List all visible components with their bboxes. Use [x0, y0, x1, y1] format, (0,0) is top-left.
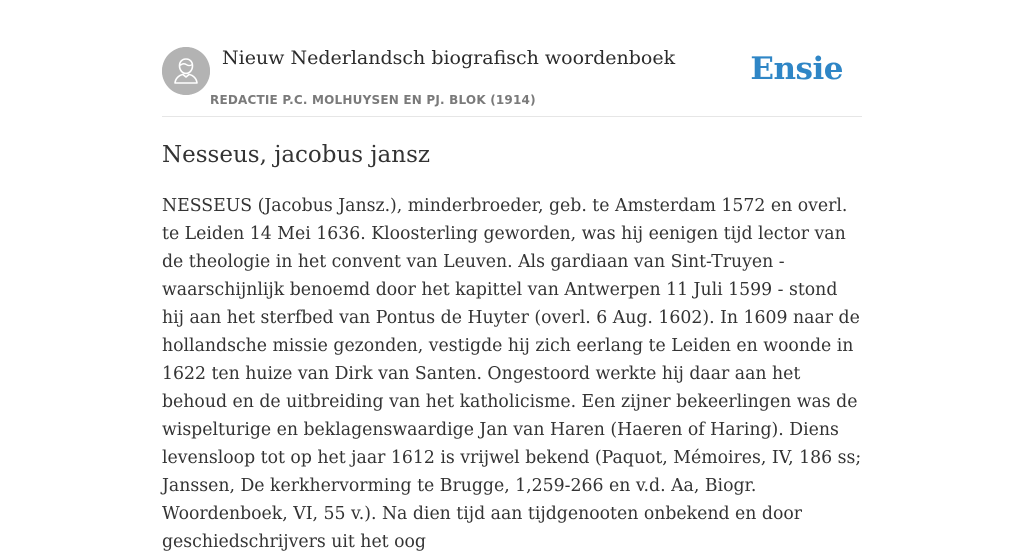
brand-logo[interactable]: Ensie — [750, 51, 843, 87]
entry-body: NESSEUS (Jacobus Jansz.), minderbroeder, geb. te Amsterdam 1572 en overl. te Leiden 14 Mei 1636. Kloosterling geworden, was hij eenigen tijd lector van de theologie in het convent van Leuven. Als gardiaan van Sint-Truyen - waarschijnlijk benoemd door het kapittel van Antwerpen 11 Juli 1599 - stond hij aan het sterfbed van Pontus de Huyter (overl. 6 Aug. 1602). In 1609 naar de hollandsche missie gezonden, vestigde hij zich eerlang te Leiden en woonde in 1622 ten huize van Dirk van Santen. Ongestoord werkte hij daar aan het behoud en de uitbreiding van het katholicisme. Een zijner bekeerlingen was de wispelturige en beklagenswaardige Jan van Haren (Haeren of Haring). Diens levensloop tot op het jaar 1612 is vrijwel bekend (Paquot, Mémoires, IV, 186 ss; Janssen, De kerkhervorming te Brugge, 1,259-266 en v.d. Aa, Biogr. Woordenboek, VI, 55 v.). Na dien tijd aan tijdgenooten onbekend en door geschiedschrijvers uit het oog — [162, 196, 862, 552]
source-header — [162, 0, 862, 117]
user-silhouette-icon[interactable] — [162, 47, 210, 95]
page-container — [162, 0, 862, 552]
entry-title: Nesseus, jacobus jansz — [162, 142, 430, 168]
source-title[interactable]: Nieuw Nederlandsch biografisch woordenboek — [222, 47, 676, 69]
source-subtitle: REDACTIE P.C. MOLHUYSEN EN PJ. BLOK (1914) — [210, 93, 536, 107]
